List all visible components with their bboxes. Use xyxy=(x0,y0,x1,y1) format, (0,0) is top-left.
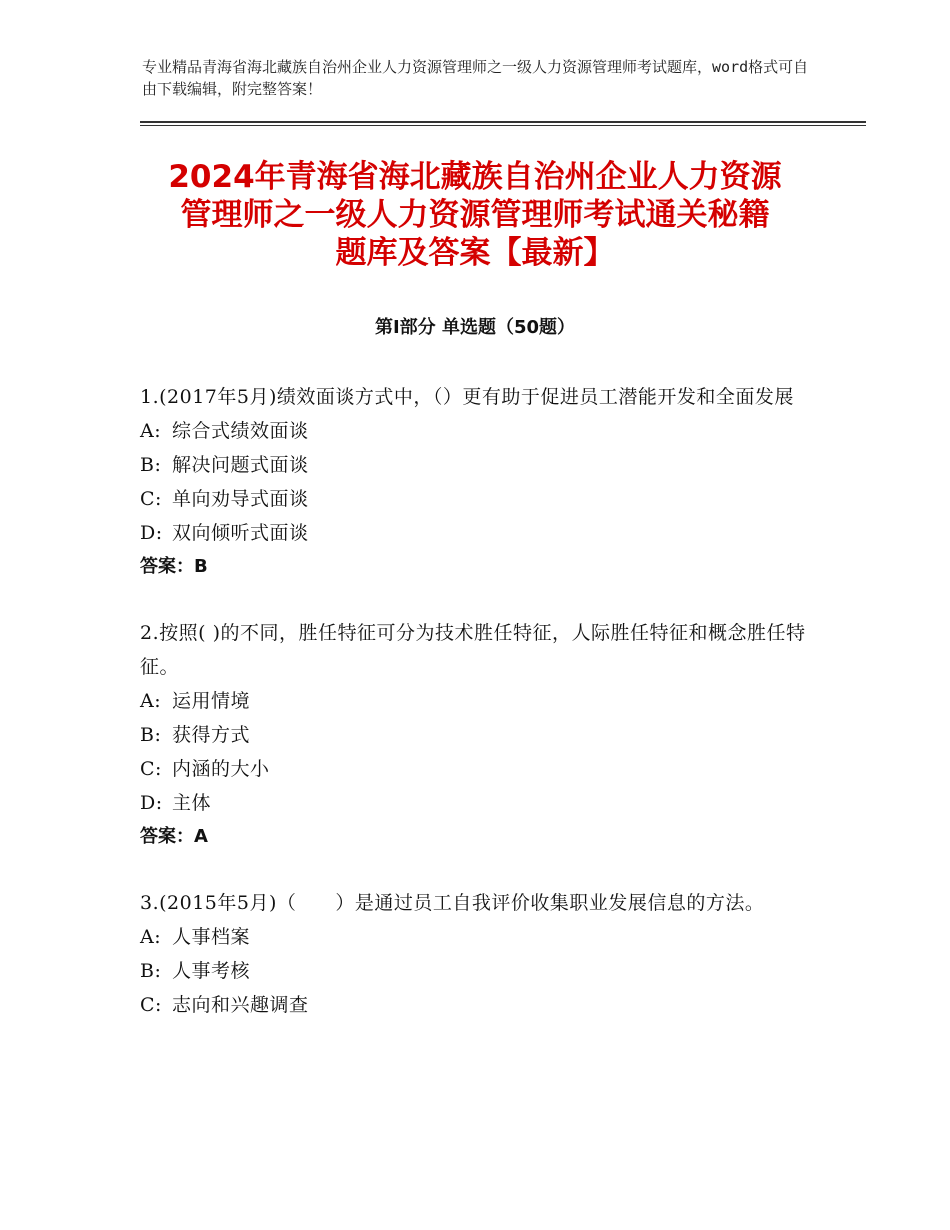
option-text: 解决问题式面谈 xyxy=(172,454,309,476)
question-option xyxy=(140,718,810,752)
option-key: A: xyxy=(140,926,162,948)
header-divider-thick xyxy=(140,121,866,123)
option-key: C: xyxy=(140,994,162,1016)
option-text: 双向倾听式面谈 xyxy=(172,522,309,544)
question-option xyxy=(140,988,810,1022)
question-2 xyxy=(140,616,810,854)
question-stem: 2.按照( )的不同，胜任特征可分为技术胜任特征，人际胜任特征和概念胜任特征。 xyxy=(140,622,806,678)
question-option xyxy=(140,920,810,954)
question-3 xyxy=(140,886,810,1022)
document-title-line-3: 题库及答案【最新】 xyxy=(335,235,615,271)
section-title: 第Ⅰ部分 单选题（50题） xyxy=(374,317,575,338)
option-key: B: xyxy=(140,454,162,476)
option-text: 人事档案 xyxy=(172,926,251,948)
option-text: 综合式绩效面谈 xyxy=(172,420,309,442)
question-option xyxy=(140,786,810,820)
question-stem: 3.(2015年5月)（ ）是通过员工自我评价收集职业发展信息的方法。 xyxy=(140,892,765,914)
question-option xyxy=(140,414,810,448)
option-key: B: xyxy=(140,724,162,746)
question-option xyxy=(140,516,810,550)
option-key: B: xyxy=(140,960,162,982)
option-key: A: xyxy=(140,690,162,712)
question-1 xyxy=(140,380,810,584)
question-option xyxy=(140,684,810,718)
question-answer: 答案：B xyxy=(140,556,208,577)
option-key: D: xyxy=(140,792,163,814)
option-key: D: xyxy=(140,522,163,544)
question-option xyxy=(140,482,810,516)
question-answer: 答案：A xyxy=(140,826,208,847)
option-text: 运用情境 xyxy=(172,690,251,712)
document-title-line-2: 管理师之一级人力资源管理师考试通关秘籍 xyxy=(180,197,770,233)
option-text: 内涵的大小 xyxy=(172,758,270,780)
header-note: 专业精品青海省海北藏族自治州企业人力资源管理师之一级人力资源管理师考试题库，word格式可自由下载编辑，附完整答案！ xyxy=(142,58,809,98)
option-key: C: xyxy=(140,488,162,510)
question-option xyxy=(140,448,810,482)
question-option xyxy=(140,954,810,988)
header-divider-thin xyxy=(140,125,866,126)
document-title xyxy=(130,158,820,272)
option-key: C: xyxy=(140,758,162,780)
option-text: 志向和兴趣调查 xyxy=(172,994,309,1016)
document-title-line-1: 2024年青海省海北藏族自治州企业人力资源 xyxy=(168,159,782,195)
option-key: A: xyxy=(140,420,162,442)
option-text: 获得方式 xyxy=(172,724,251,746)
question-stem: 1.(2017年5月)绩效面谈方式中，（）更有助于促进员工潜能开发和全面发展 xyxy=(140,386,794,408)
question-option xyxy=(140,752,810,786)
option-text: 人事考核 xyxy=(172,960,251,982)
question-list xyxy=(140,380,810,1054)
option-text: 单向劝导式面谈 xyxy=(172,488,309,510)
option-text: 主体 xyxy=(172,792,212,814)
